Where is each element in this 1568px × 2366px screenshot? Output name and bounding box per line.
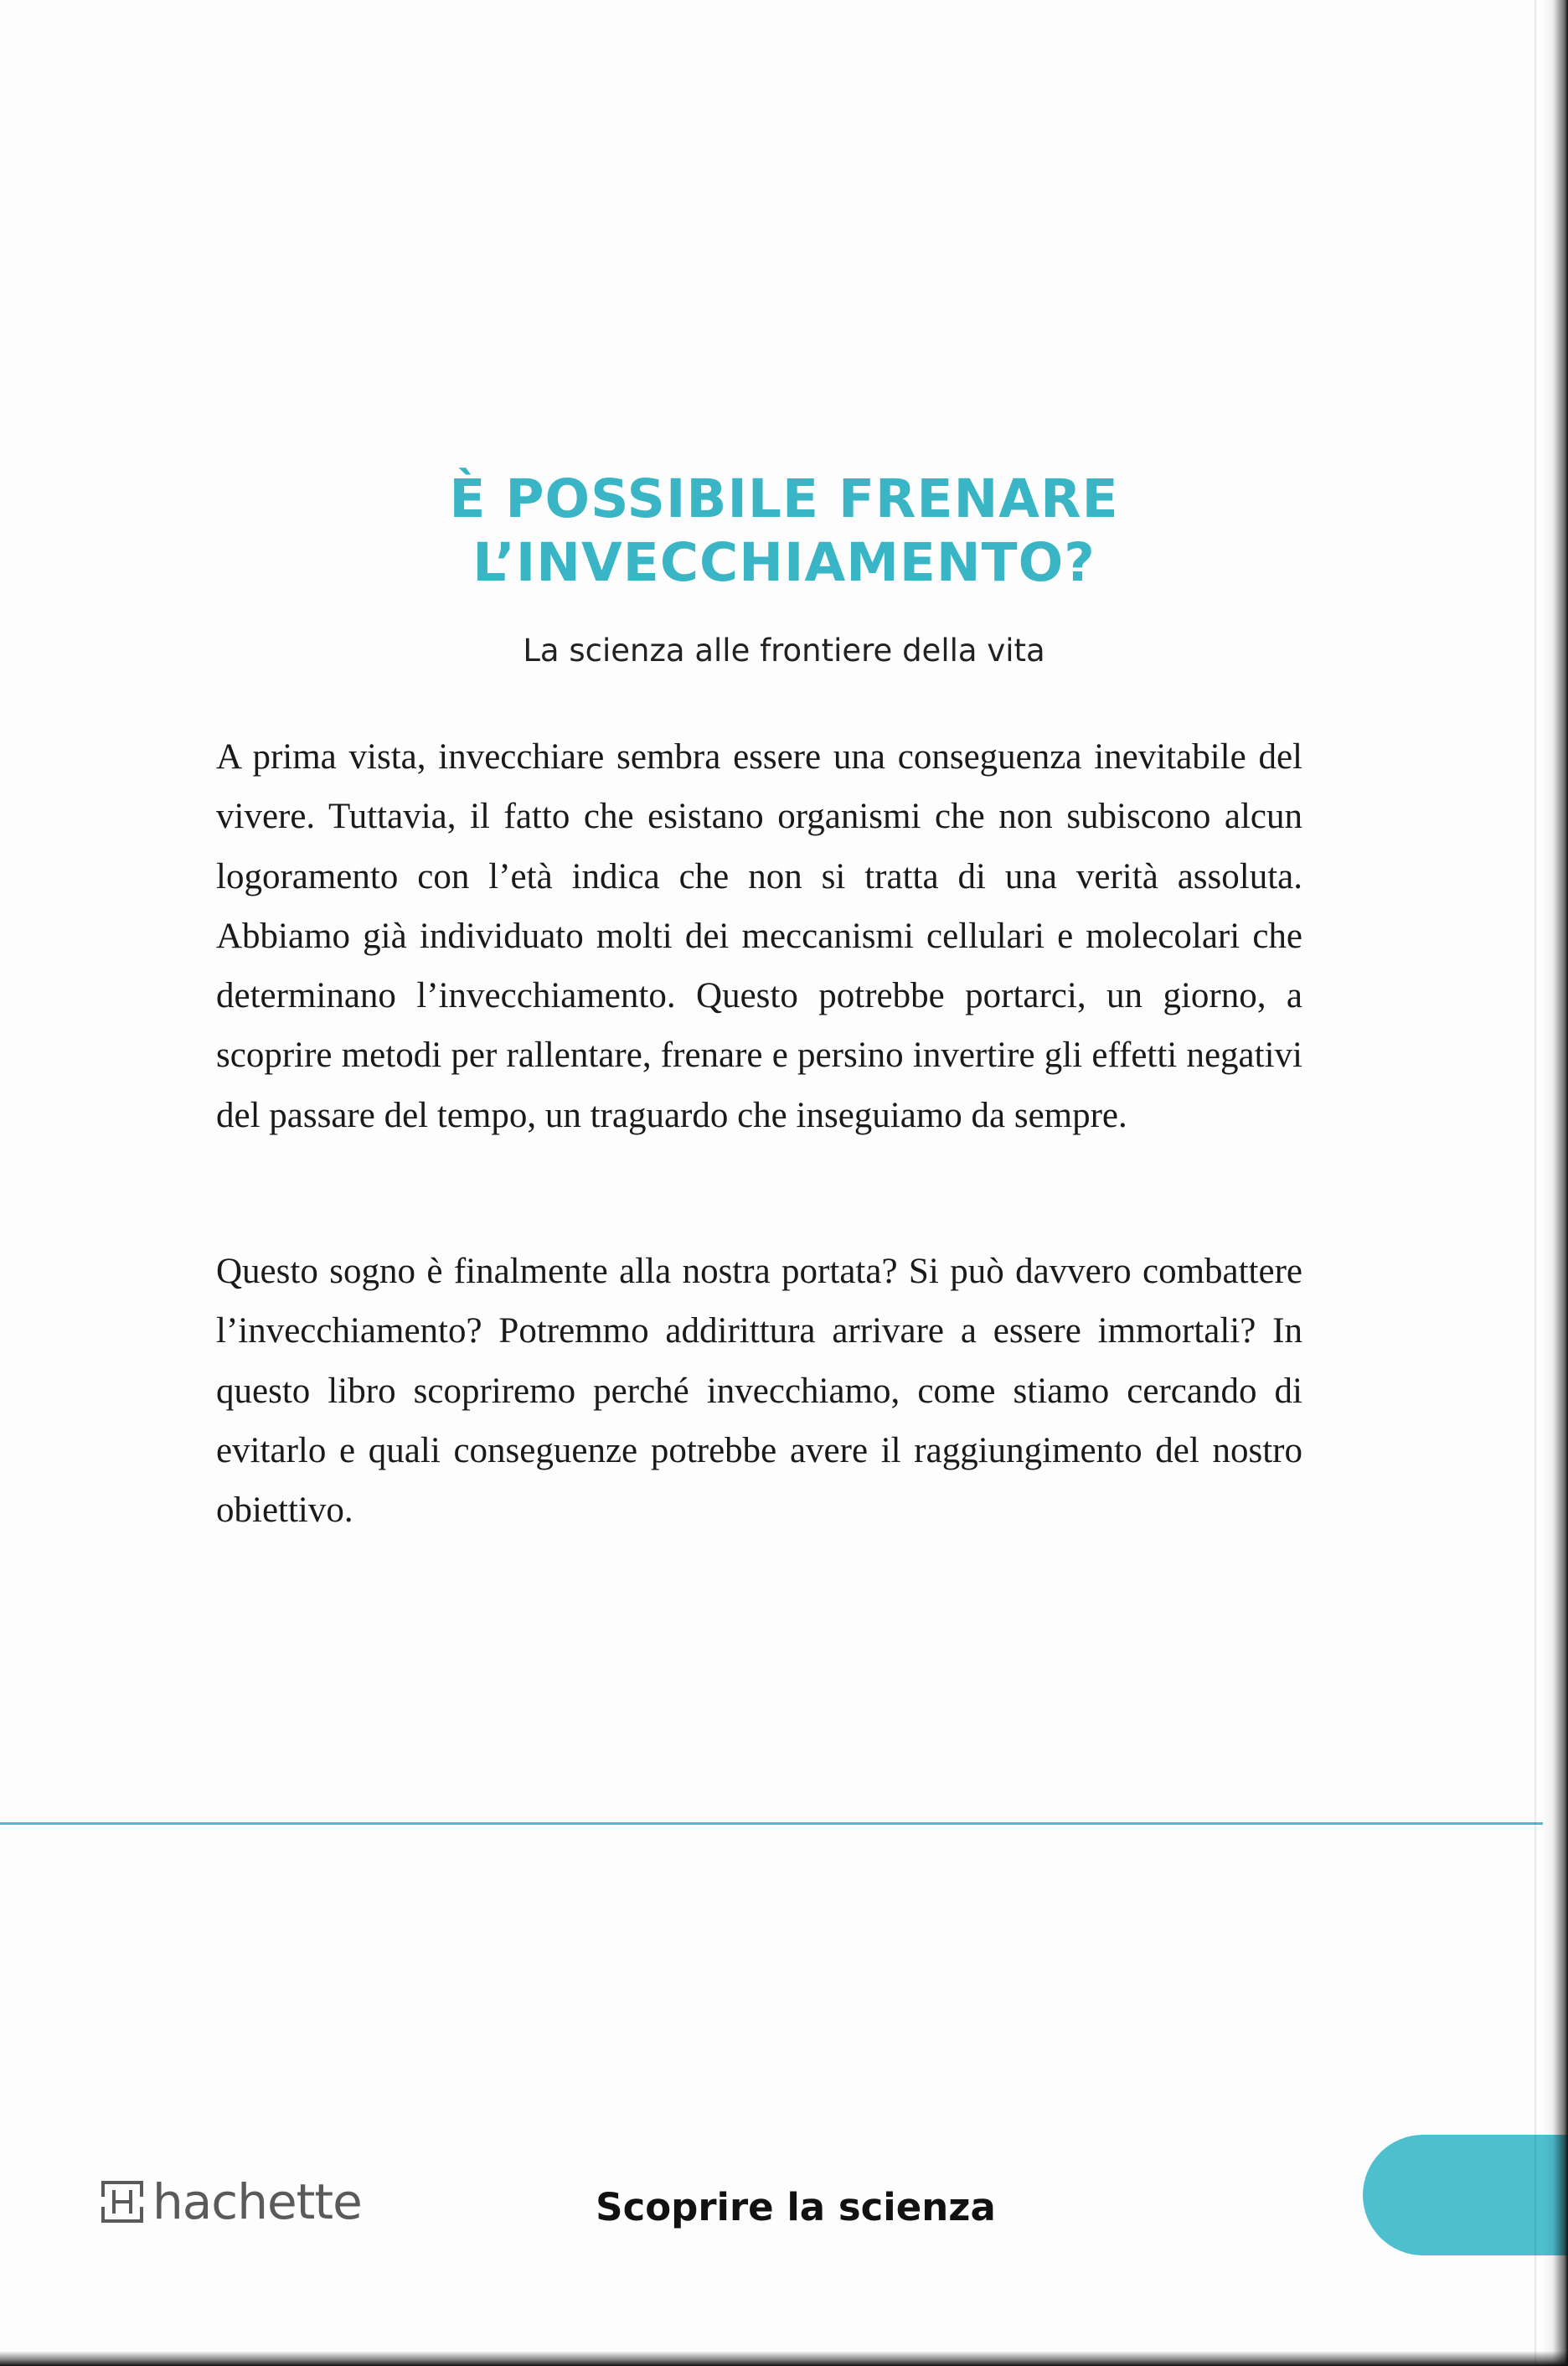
scan-edge-shadow xyxy=(1543,0,1568,2366)
title-line-1: È POSSIBILE FRENARE xyxy=(449,468,1119,530)
book-subtitle: La scienza alle frontiere della vita xyxy=(523,633,1045,669)
divider-rule xyxy=(0,1822,1543,1825)
title-line-2: L’INVECCHIAMENTO? xyxy=(472,532,1096,593)
scan-edge-line xyxy=(1534,0,1536,2366)
series-color-tab xyxy=(1363,2135,1568,2255)
book-title xyxy=(0,468,1568,595)
scan-bottom-shadow xyxy=(0,2351,1568,2366)
publisher-name: hachette xyxy=(152,2173,362,2230)
blurb-paragraph-1: A prima vista, invecchiare sembra essere una conseguenza inevitabile del vivere. Tuttavia, il fatto che esistano organismi che non subiscono alcun logoramento con l’età indica che non si tratta di una verità assoluta. Abbiamo già individuato molti dei meccanismi cellulari e molecolari che determinano l’invecchiamento. Questo potrebbe portarci, un giorno, a scoprire metodi per rallentare, frenare e persino invertire gli effetti negativi del passare del tempo, un traguardo che inseguiamo da sempre. xyxy=(216,737,1302,1135)
series-name: Scoprire la scienza xyxy=(596,2185,996,2229)
blurb-paragraph-2: Questo sogno è finalmente alla nostra portata? Si può davvero combattere l’invecchiamento? Potremmo addirittura arrivare a essere immortali? In questo libro scopriremo perché invecchiamo, come stiamo cercando di evitarlo e quali conseguenze potrebbe avere il raggiungimento del nostro obiettivo. xyxy=(216,1252,1302,1531)
